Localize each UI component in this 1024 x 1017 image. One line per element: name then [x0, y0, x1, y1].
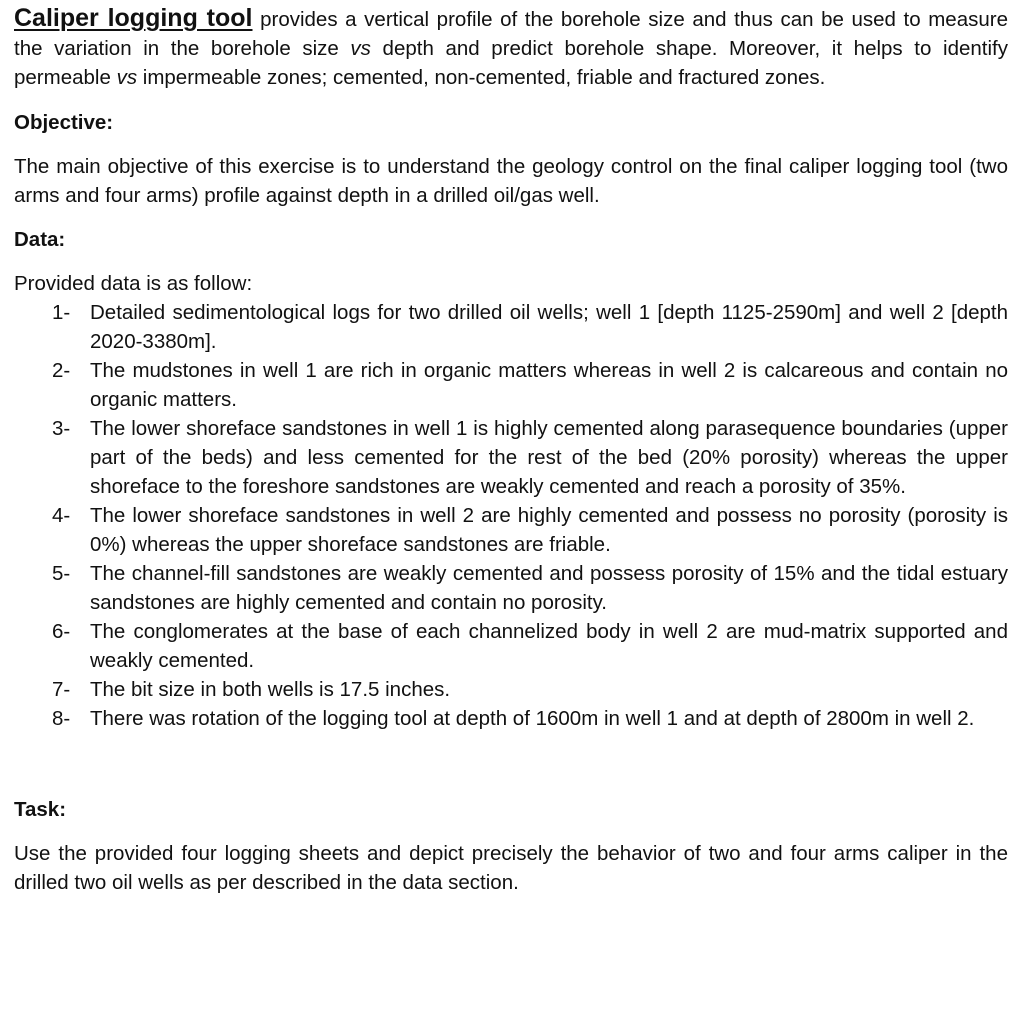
list-item-number: 4-: [52, 504, 71, 527]
list-item-text: There was rotation of the logging tool at depth of 1600m in well 1 and at depth of 2800m in well 2.: [90, 707, 975, 730]
list-item: [52, 704, 1008, 733]
list-item-text: The channel-fill sandstones are weakly cemented and possess porosity of 15% and the tidal estuary sandstones are highly cemented and contain no porosity.: [90, 562, 1008, 614]
list-item: [52, 501, 1008, 559]
intro-text-c: impermeable zones; cemented, non-cemented, friable and fractured zones.: [137, 66, 826, 89]
list-item-number: 1-: [52, 301, 71, 324]
objective-body: The main objective of this exercise is to understand the geology control on the final caliper logging tool (two arms and four arms) profile against depth in a drilled oil/gas well.: [14, 155, 1008, 207]
list-item-text: The lower shoreface sandstones in well 2 are highly cemented and possess no porosity (porosity is 0%) whereas the upper shoreface sandstones are friable.: [90, 504, 1008, 556]
list-item: [52, 675, 1008, 704]
list-item: [52, 559, 1008, 617]
intro-text-b: depth and predict borehole shape. Moreover, it helps to identify permeable: [14, 37, 1008, 89]
list-item-number: 6-: [52, 620, 71, 643]
intro-text-a: provides a vertical profile of the borehole size and thus can be used to measure the variation in the borehole size: [14, 8, 1008, 60]
list-item-text: The bit size in both wells is 17.5 inches.: [90, 678, 451, 701]
objective-heading: Objective:: [14, 111, 114, 134]
list-item: [52, 298, 1008, 356]
list-item: [52, 414, 1008, 501]
list-item-text: The conglomerates at the base of each channelized body in well 2 are mud-matrix supported and weakly cemented.: [90, 620, 1008, 672]
data-intro: Provided data is as follow:: [14, 272, 253, 295]
list-item-number: 3-: [52, 417, 71, 440]
intro-vs-1: vs: [350, 37, 371, 60]
intro-lead-term: Caliper logging tool: [14, 4, 253, 32]
list-item: [52, 356, 1008, 414]
data-list: [14, 298, 1008, 733]
list-item-number: 2-: [52, 359, 71, 382]
intro-vs-2: vs: [116, 66, 138, 89]
list-item-text: The lower shoreface sandstones in well 1 is highly cemented along parasequence boundaries (upper part of the beds) and less cemented for the rest of the bed (20% porosity) whereas the upper shoreface to the foreshore sandstones are weakly cemented and reach a porosity of 35%.: [90, 417, 1008, 498]
list-item-number: 8-: [52, 707, 71, 730]
list-item-number: 5-: [52, 562, 71, 585]
task-body: Use the provided four logging sheets and depict precisely the behavior of two and four arms caliper in the drilled two oil wells as per described in the data section.: [14, 842, 1008, 894]
data-heading: Data:: [14, 228, 66, 251]
list-item-text: The mudstones in well 1 are rich in organic matters whereas in well 2 is calcareous and contain no organic matters.: [90, 359, 1008, 411]
list-item: [52, 617, 1008, 675]
task-heading: Task:: [14, 798, 67, 821]
list-item-text: Detailed sedimentological logs for two drilled oil wells; well 1 [depth 1125-2590m] and well 2 [depth 2020-3380m].: [90, 301, 1008, 353]
intro-paragraph: [14, 4, 1008, 92]
list-item-number: 7-: [52, 678, 71, 701]
